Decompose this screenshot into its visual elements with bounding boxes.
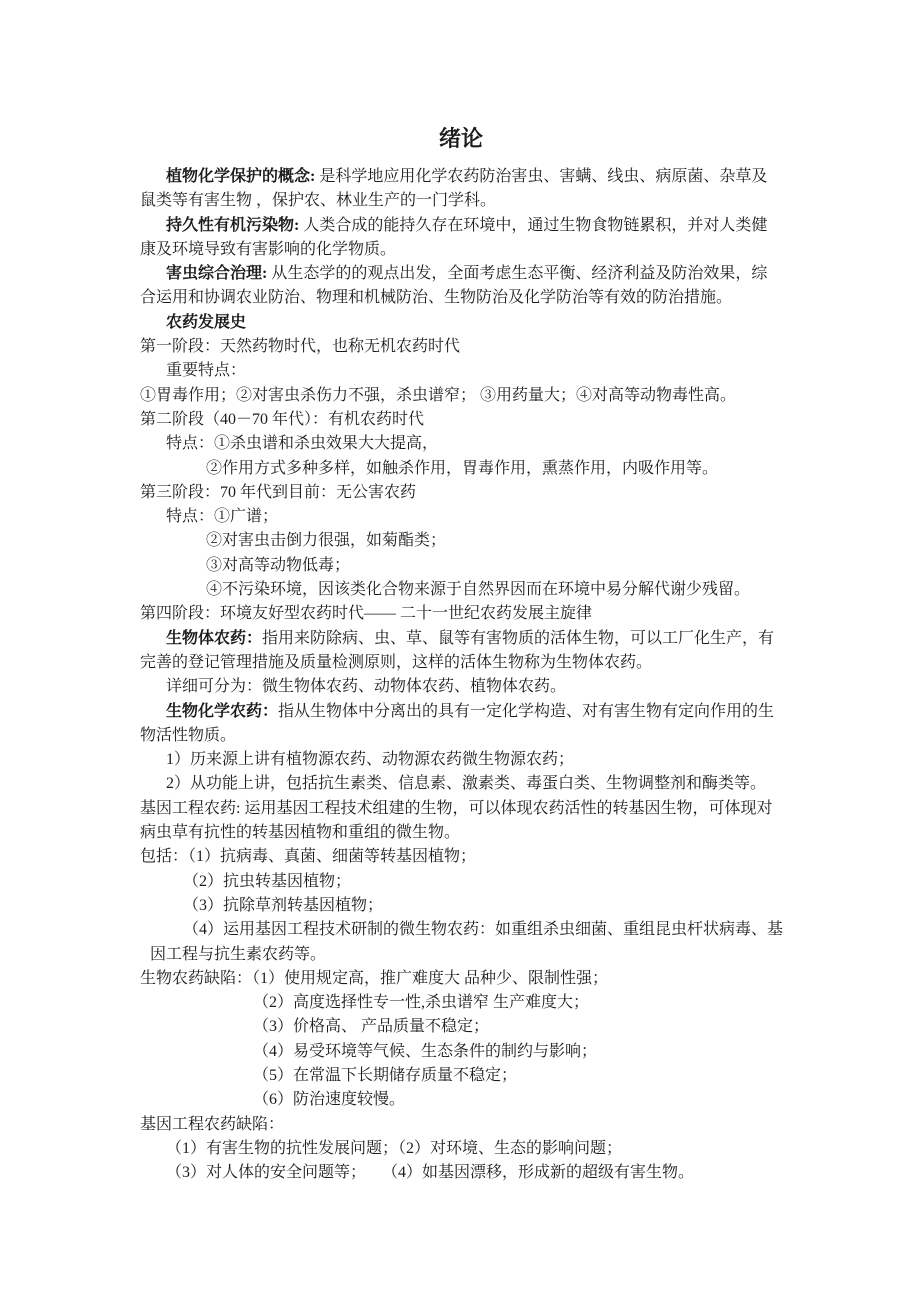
bold-term: 植物化学保护的概念:: [166, 168, 316, 185]
text-run: （3）对人体的安全问题等； （4）如基因漂移，形成新的超级有害生物。: [166, 1164, 695, 1182]
text-run: ②作用方式多种多样，如触杀作用，胃毒作用，熏蒸作用，内吸作用等。: [206, 459, 719, 477]
text-run: （3）价格高、 产品质量不稳定；: [253, 1018, 490, 1036]
text-run: 从生态学的的观点出发，全面考虑生态平衡、经济利益及防治效果，综: [267, 265, 768, 283]
text-run: 完善的登记管理措施及质量检测原则，这样的活体生物称为生物体农药。: [140, 653, 653, 671]
bold-term: 害虫综合治理:: [166, 265, 268, 283]
text-run: ④不污染环境，因该类化合物来源于自然界因而在环境中易分解代谢少残留。: [206, 581, 751, 599]
text-run: （1）有害生物的抗性发展问题；（2）对环境、生态的影响问题；: [166, 1139, 623, 1157]
text-line: [140, 481, 800, 505]
text-line: [253, 1015, 800, 1039]
text-line: [166, 700, 800, 724]
text-line: [206, 529, 800, 553]
text-run: 生物农药缺陷：（1）使用规定高，推广难度大 品种少、限制性强；: [140, 969, 609, 987]
text-run: 详细可分为：微生物体农药、动物体农药、植物体农药。: [166, 678, 567, 696]
text-line: [206, 578, 800, 602]
text-line: [140, 189, 800, 213]
text-line: [150, 943, 800, 967]
text-run: 合运用和协调农业防治、物理和机械防治、生物防治及化学防治等有效的防治措施。: [140, 289, 733, 307]
text-line: [166, 1161, 800, 1185]
text-line: [140, 724, 800, 748]
text-line: [253, 1040, 800, 1064]
text-line: [166, 359, 800, 383]
text-line: [253, 991, 800, 1015]
text-line: [166, 627, 800, 651]
text-line: [206, 457, 800, 481]
text-line: [166, 165, 800, 189]
text-line: [140, 967, 800, 991]
text-line: [166, 748, 800, 772]
text-line: [140, 845, 800, 869]
text-line: [166, 214, 800, 238]
bold-term: 农药发展史: [166, 313, 247, 331]
text-run: 康及环境导致有害影响的化学物质。: [140, 240, 397, 258]
bold-term: 生物体农药：: [166, 629, 263, 647]
text-line: [140, 797, 800, 821]
text-line: [206, 554, 800, 578]
text-run: ③对高等动物低毒；: [206, 556, 351, 574]
text-run: 基因工程农药: 运用基因工程技术组建的生物，可以体现农药活性的转基因生物，可体现对: [140, 799, 773, 817]
text-run: 重要特点：: [166, 362, 247, 380]
text-run: 1）历来源上讲有植物源农药、动物源农药微生物源农药；: [166, 751, 575, 769]
text-line: [140, 651, 800, 675]
text-line: [183, 870, 800, 894]
text-line: [140, 408, 800, 432]
text-run: 包括：（1）抗病毒、真菌、细菌等转基因植物；: [140, 848, 477, 866]
text-line: [166, 432, 800, 456]
text-line: [166, 505, 800, 529]
text-run: （2）抗虫转基因植物；: [183, 872, 352, 890]
text-run: （2）高度选择性专一性,杀虫谱窄 生产难度大；: [253, 994, 590, 1012]
text-run: 第三阶段：70 年代到目前：无公害农药: [140, 483, 417, 501]
text-line: [140, 384, 800, 408]
text-run: 因工程与抗生素农药等。: [150, 945, 327, 963]
text-line: [166, 311, 800, 335]
text-run: ①胃毒作用；②对害虫杀伤力不强，杀虫谱窄； ③用药量大；④对高等动物毒性高。: [140, 386, 737, 404]
text-run: 特点：①广谱；: [166, 508, 279, 526]
text-line: [166, 675, 800, 699]
text-run: （3）抗除草剂转基因植物；: [183, 896, 384, 914]
text-run: 基因工程农药缺陷：: [140, 1115, 285, 1133]
text-line: [166, 262, 800, 286]
text-run: 特点：①杀虫谱和杀虫效果大大提高，: [166, 435, 439, 453]
text-run: 人类合成的能持久存在环境中，通过生物食物链累积，并对人类健: [299, 216, 768, 234]
bold-term: 持久性有机污染物:: [166, 216, 300, 234]
page-title: 绪论: [438, 126, 483, 151]
text-run: 物活性物质。: [140, 726, 237, 744]
text-run: 2）从功能上讲，包括抗生素类、信息素、激素类、毒蛋白类、生物调整剂和酶类等。: [166, 775, 767, 793]
text-run: （5）在常温下长期储存质量不稳定；: [253, 1066, 518, 1084]
text-line: [166, 772, 800, 796]
text-line: [140, 335, 800, 359]
text-run: 第一阶段：天然药物时代，也称无机农药时代: [140, 338, 461, 356]
text-run: 病虫草有抗性的转基因植物和重组的微生物。: [140, 824, 461, 842]
text-line: [140, 821, 800, 845]
bold-term: 生物化学农药：: [166, 702, 279, 720]
text-line: [140, 602, 800, 626]
text-run: ②对害虫击倒力很强，如菊酯类；: [206, 532, 447, 550]
text-line: [140, 1113, 800, 1137]
text-line: [183, 894, 800, 918]
text-line: [166, 1137, 800, 1161]
text-line: [140, 286, 800, 310]
text-run: 第二阶段（40－70 年代）：有机农药时代: [140, 410, 425, 428]
text-run: （4）运用基因工程技术研制的微生物农药：如重组杀虫细菌、重组昆虫杆状病毒、基: [183, 921, 784, 939]
text-run: 第四阶段：环境友好型农药时代—— 二十一世纪农药发展主旋律: [140, 605, 593, 623]
document-body: [140, 165, 800, 1185]
text-run: 指用来防除病、虫、草、鼠等有害物质的活体生物，可以工厂化生产，有: [262, 629, 775, 647]
text-run: 鼠类等有害生物 ，保护农、林业生产的一门学科。: [140, 192, 497, 210]
text-run: （6）防治速度较慢。: [253, 1091, 406, 1109]
text-run: （4）易受环境等气候、生态条件的制约与影响；: [253, 1042, 598, 1060]
text-run: 是科学地应用化学农药防治害虫、害螨、线虫、病原菌、杂草及: [315, 168, 768, 185]
text-line: [140, 238, 800, 262]
text-run: 指从生物体中分离出的具有一定化学构造、对有害生物有定向作用的生: [278, 702, 775, 720]
text-line: [183, 918, 800, 942]
text-line: [253, 1088, 800, 1112]
text-line: [253, 1064, 800, 1088]
